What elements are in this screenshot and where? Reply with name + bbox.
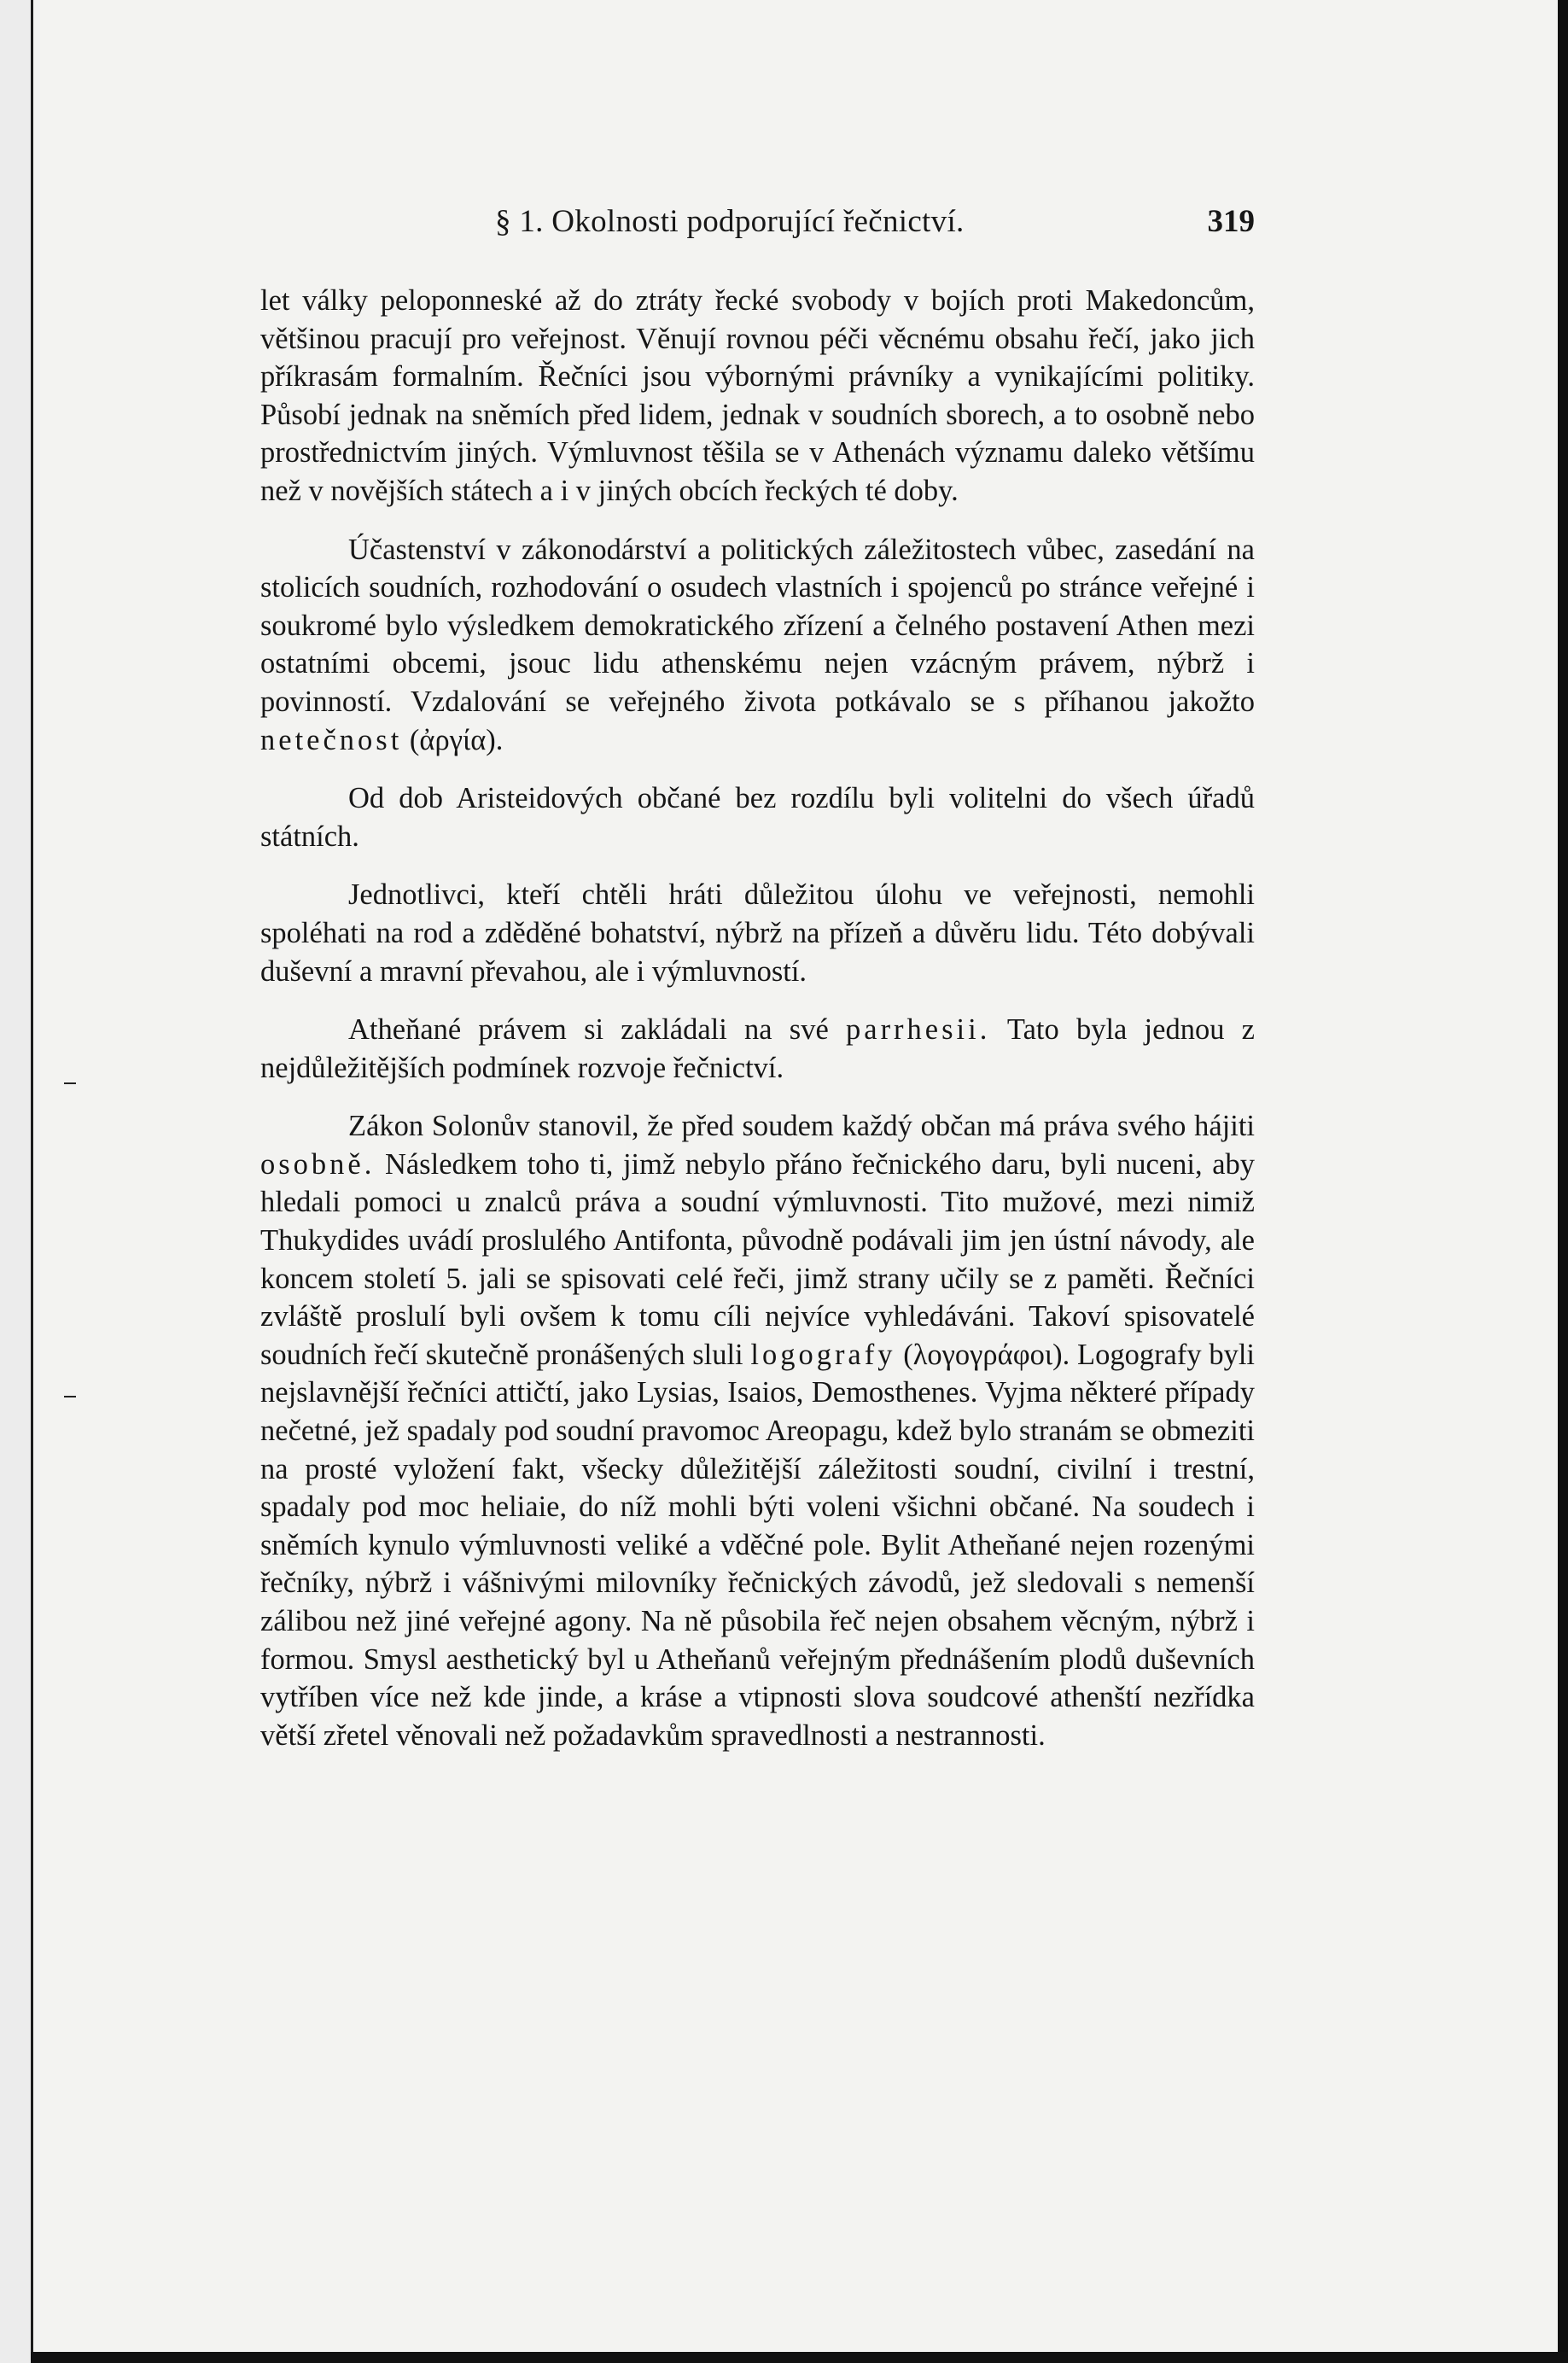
body-text	[260, 282, 1255, 1775]
paragraph-text: Tato byla jednou z nejdůležitějších podmínek rozvoje řečnictví.	[260, 1013, 1255, 1084]
scan-edge-bottom	[31, 2352, 1568, 2363]
paragraph-text: Zákon Solonův stanovil, že před soudem každý občan má práva svého hájiti	[348, 1110, 1255, 1143]
paragraph	[260, 876, 1255, 990]
paragraph-text: Jednotlivci, kteří chtěli hráti důležitou úlohu ve veřejnosti, nemohli spoléhati na rod a zděděné bohatství, nýbrž na přízeň a důvěru lidu. Této dobývali duševní a mravní převahou, ale i výmluvností.	[260, 878, 1255, 988]
paragraph	[260, 779, 1255, 855]
margin-mark	[64, 1396, 76, 1397]
paragraph	[260, 1011, 1255, 1087]
paragraph-text: Atheňané právem si zakládali na své	[348, 1013, 829, 1047]
paragraph-text: Následkem toho ti, jimž nebylo přáno řečnického daru, byli nuceni, aby hledali pomoci u znalců práva a soudní výmluvnosti. Tito mužové, mezi nimiž Thukydides uvádí proslulého Antifonta, původně podávali jim jen ústní návody, ale koncem století 5. jali se spisovati celé řeči, jimž strany učily se z paměti. Řečníci zvláště proslulí byli ovšem k tomu cíli nejvíce vyhledáváni. Takoví spisovatelé soudních řečí skutečně pronášených sluli	[260, 1147, 1256, 1371]
spaced-term: logografy	[750, 1338, 896, 1371]
spaced-term: osobně.	[260, 1147, 376, 1181]
chapter-title: § 1. Okolnosti podporující řečnictví.	[495, 204, 965, 239]
running-header	[256, 203, 1255, 246]
paragraph-text: Účastenství v zákonodárství a politických záležitostech vůbec, zasedání na stolicích soudních, rozhodování o osudech vlastních i spojenců po stránce veřejné i soukromé bylo výsledkem demokratického zřízení a čelného postavení Athen mezi ostatními obcemi, jsouc lidu athenskému nejen vzácným právem, nýbrž i povinností. Vzdalování se veřejného života potkávalo se s příhanou jakožto	[260, 533, 1255, 718]
paragraph	[260, 531, 1255, 760]
paragraph-text: Od dob Aristeidových občané bez rozdílu byli volitelni do všech úřadů státních.	[260, 782, 1255, 853]
scan-edge-right	[1558, 0, 1568, 2363]
paragraph-text: (ἀργία).	[409, 723, 504, 756]
margin-mark	[64, 1082, 76, 1084]
page-number: 319	[1207, 204, 1255, 239]
spaced-term: parrhesii.	[846, 1013, 991, 1047]
paragraph-text: let války peloponneské až do ztráty řecké svobody v bojích proti Makedoncům, většinou pracují pro veřejnost. Věnují rovnou péči věcnému obsahu řečí, jako jich příkrasám formalním. Řečníci jsou výbornými právníky a vynikajícími politiky. Působí jednak na sněmích před lidem, jednak v soudních sborech, a to osobně nebo prostřednictvím jiných. Výmluvnost těšila se v Athenách významu daleko většímu než v novějších státech a i v jiných obcích řeckých té doby.	[260, 284, 1255, 507]
paragraph-text: (λογογράφοι). Logografy byli nejslavnější řečníci attičtí, jako Lysias, Isaios, Demosthenes. Vyjma některé případy nečetné, jež spadaly pod soudní pravomoc Areopagu, kdež bylo stranám se obmeziti na prosté vyložení fakt, všecky důležitější záležitosti soudní, civilní i trestní, spadaly pod moc heliaie, do níž mohli býti voleni všichni občané. Na soudech i sněmích kynulo výmluvnosti veliké a vděčné pole. Bylit Atheňané nejen rozenými řečníky, nýbrž i vášnivými milovníky řečnických závodů, jež sledovali s nemenší zálibou než jiné veřejné agony. Na ně působila řeč nejen obsahem věcným, nýbrž i formou. Smysl aesthetický byl u Atheňanů veřejným přednášením plodů duševních vytříben více než kde jinde, a krásе a vtipnosti slova soudcové athenští nezřídka větší zřetel věnovali než požadavkům spravedlnosti a nestrannosti.	[260, 1338, 1255, 1752]
spaced-term: netečnost	[260, 723, 403, 756]
paragraph	[260, 282, 1255, 511]
paragraph	[260, 1107, 1255, 1754]
